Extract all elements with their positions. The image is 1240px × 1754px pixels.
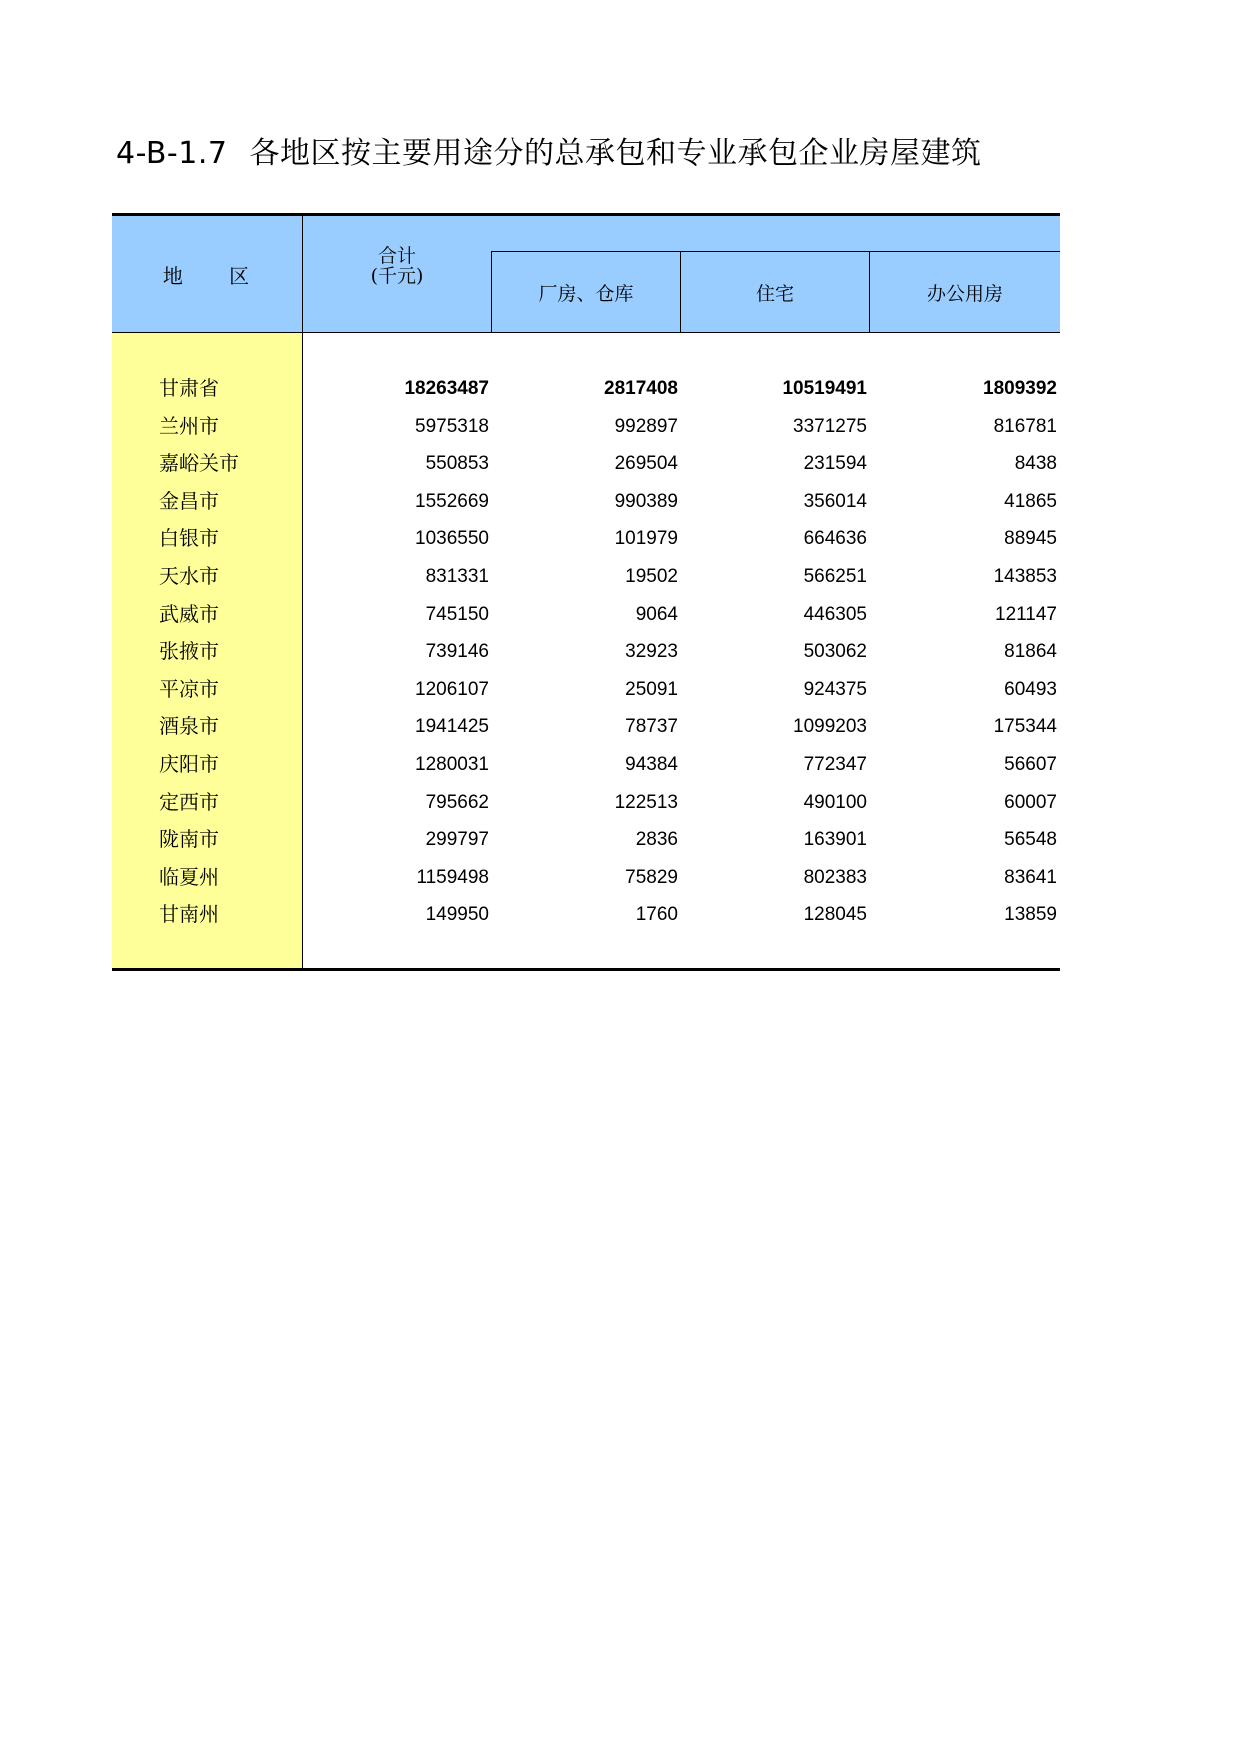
cell-factory: 101979 [614,528,678,550]
table-body [112,370,1060,934]
cell-residential: 231594 [803,453,867,475]
cell-office: 175344 [993,716,1057,738]
header-factory: 厂房、仓库 [538,282,634,305]
table-top-border [112,213,1060,216]
cell-total: 795662 [425,791,489,813]
cell-office: 88945 [1004,528,1057,550]
region-name: 天水市 [159,563,219,588]
cell-office: 1809392 [983,378,1057,399]
header-sub-divider [491,251,1060,252]
cell-residential: 3371275 [793,415,867,437]
table-row [112,671,1060,709]
table-row [112,821,1060,859]
cell-total: 5975318 [415,415,489,437]
header-total-unit: (千元) [370,265,424,287]
cell-office: 60493 [1004,678,1057,700]
cell-office: 816781 [993,415,1057,437]
table-row [112,370,1060,408]
header-col-divider [680,251,681,332]
cell-factory: 2836 [635,829,678,851]
cell-residential: 664636 [803,528,867,550]
cell-office: 121147 [995,603,1057,625]
region-name: 张掖市 [159,639,219,664]
cell-total: 18263487 [404,378,489,399]
cell-residential: 503062 [803,641,867,663]
table-row [112,896,1060,934]
region-name: 武威市 [159,601,219,626]
cell-factory: 1760 [635,904,678,926]
cell-factory: 75829 [625,866,678,888]
header-total [303,245,491,287]
cell-total: 550853 [425,453,489,475]
cell-office: 60007 [1004,791,1057,813]
cell-factory: 25091 [625,678,678,700]
region-name: 临夏州 [159,864,219,889]
cell-office: 83641 [1004,866,1057,888]
header-region: 地 区 [112,216,302,333]
table-row [112,558,1060,596]
header-col-divider [491,251,492,332]
table-row [112,708,1060,746]
header-residential: 住宅 [755,282,794,305]
cell-residential: 924375 [803,678,867,700]
cell-residential: 802383 [803,866,867,888]
cell-residential: 772347 [803,753,867,775]
cell-factory: 19502 [625,565,678,587]
cell-residential: 446305 [803,603,867,625]
cell-total: 1036550 [415,528,489,550]
header-total-label: 合计 [377,245,416,267]
table-row [112,784,1060,822]
table-title: 各地区按主要用途分的总承包和专业承包企业房屋建筑 [249,136,982,171]
table-row [112,445,1060,483]
cell-total: 745150 [425,603,489,625]
cell-residential: 356014 [803,490,867,512]
region-name: 白银市 [159,526,219,551]
page-title [116,128,981,172]
table-row [112,520,1060,558]
region-name: 庆阳市 [159,751,219,776]
region-name: 酒泉市 [159,714,219,739]
cell-factory: 32923 [625,641,678,663]
cell-factory: 990389 [614,490,678,512]
table-row [112,408,1060,446]
cell-factory: 9064 [635,603,678,625]
table-row [112,596,1060,634]
data-table [112,213,1060,971]
cell-factory: 269504 [614,453,678,475]
cell-factory: 992897 [614,415,678,437]
cell-residential: 490100 [803,791,867,813]
region-name: 兰州市 [159,413,219,438]
cell-residential: 163901 [803,829,867,851]
region-name: 定西市 [159,789,219,814]
region-name: 甘南州 [159,902,219,927]
cell-residential: 10519491 [782,378,867,399]
cell-factory: 2817408 [604,378,678,399]
cell-total: 831331 [425,565,489,587]
cell-total: 299797 [425,829,489,851]
table-row [112,633,1060,671]
header-bottom-border [112,332,1060,333]
cell-factory: 94384 [625,753,678,775]
region-name: 甘肃省 [159,376,219,400]
cell-total: 1280031 [415,753,489,775]
table-row [112,859,1060,897]
cell-office: 56548 [1004,829,1057,851]
cell-office: 8438 [1014,453,1057,475]
cell-residential: 566251 [803,565,867,587]
region-name: 金昌市 [159,488,219,513]
cell-total: 1206107 [415,678,489,700]
cell-residential: 1099203 [793,716,867,738]
cell-office: 41865 [1004,490,1057,512]
cell-total: 1552669 [415,490,489,512]
cell-total: 1159498 [416,866,489,888]
cell-office: 13859 [1004,904,1057,926]
cell-office: 56607 [1004,753,1057,775]
header-office: 办公用房 [926,282,1003,305]
region-name: 平凉市 [159,676,219,701]
region-name: 嘉峪关市 [159,451,239,476]
cell-total: 1941425 [415,716,489,738]
header-col-divider [869,251,870,332]
table-code: 4-B-1.7 [116,136,228,171]
region-name: 陇南市 [159,827,219,852]
cell-factory: 78737 [625,716,678,738]
cell-factory: 122513 [614,791,678,813]
table-row [112,483,1060,521]
table-row [112,746,1060,784]
cell-total: 739146 [425,641,489,663]
cell-office: 143853 [993,565,1057,587]
cell-office: 81864 [1004,641,1057,663]
cell-residential: 128045 [803,904,867,926]
table-bottom-border [112,968,1060,971]
cell-total: 149950 [425,904,489,926]
